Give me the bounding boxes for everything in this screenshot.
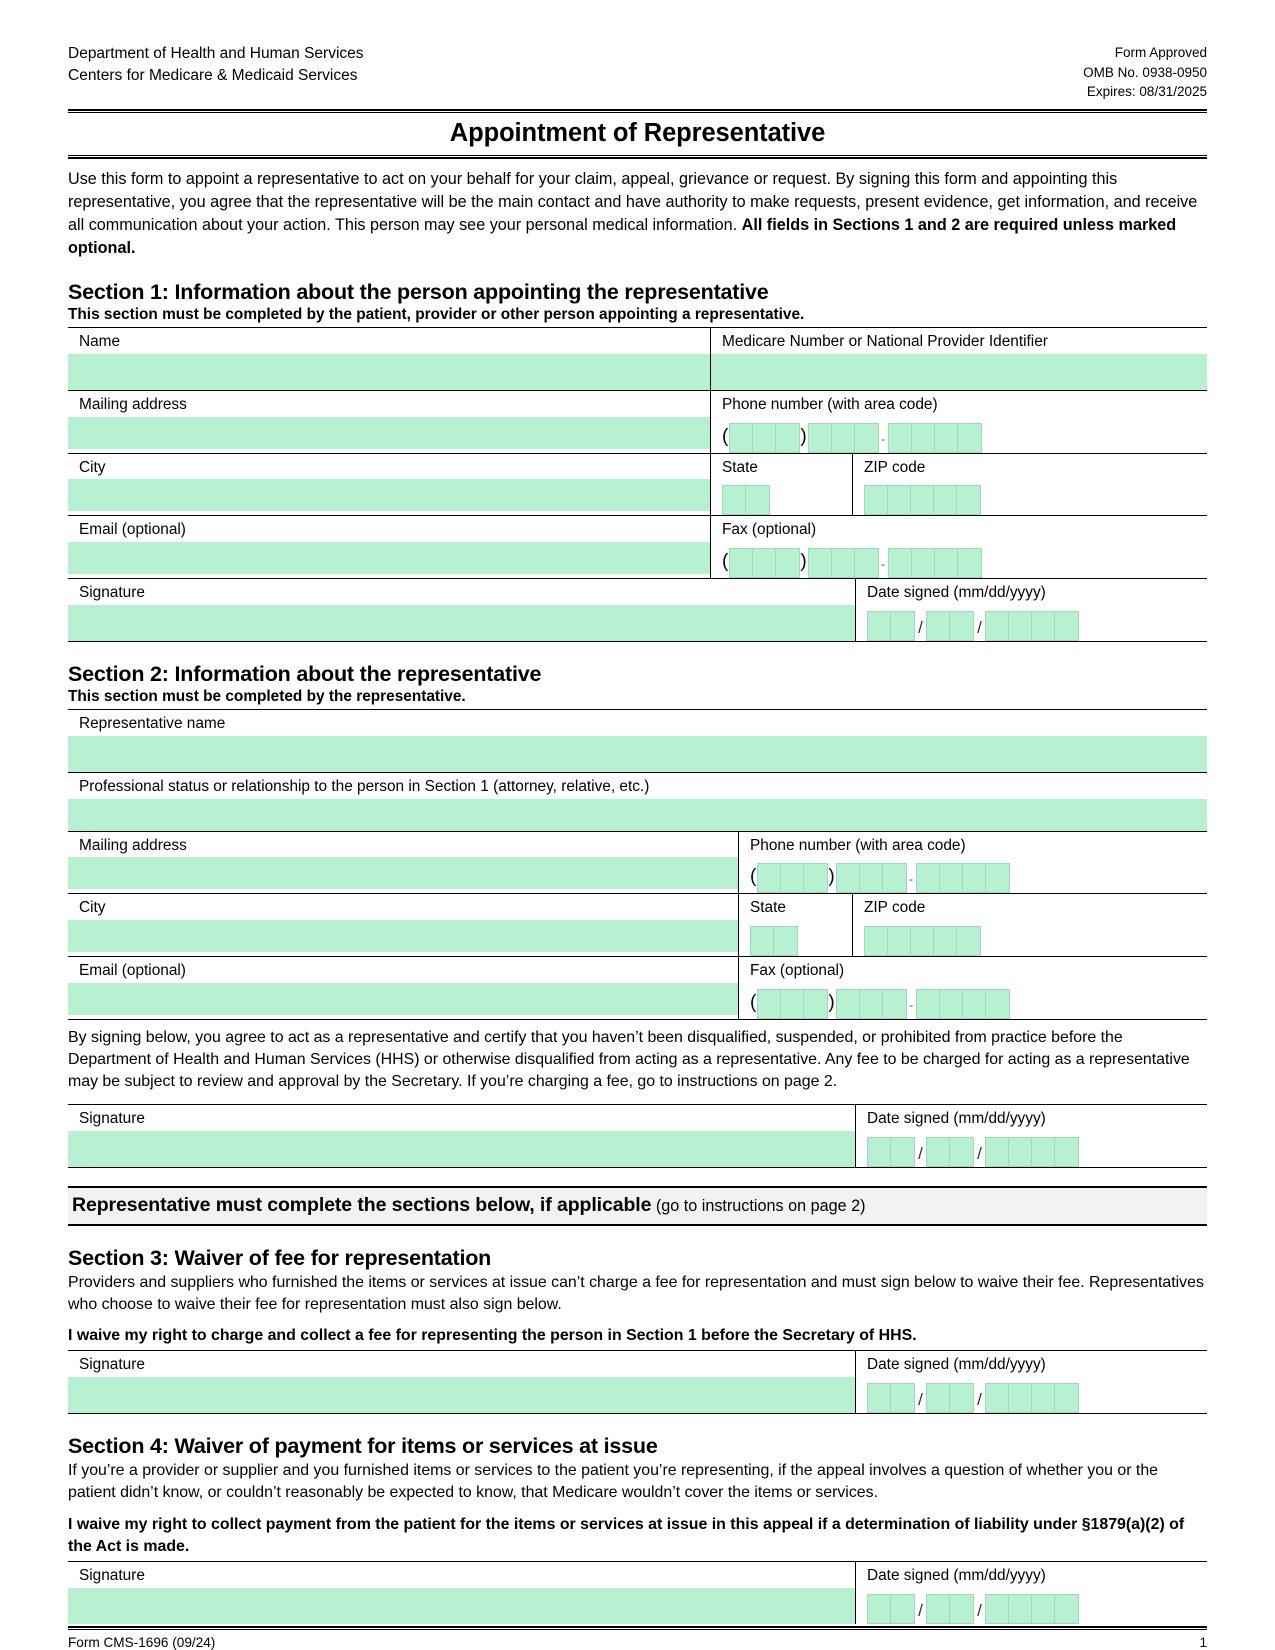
date-day[interactable] [926, 611, 974, 641]
section4-body: If you’re a provider or supplier and you furnished items or services to the patient you’re representing, if the appeal involves a question of whether you or the patient didn’t know, or couldn’t reasonably be expected to know, that Medicare wouldn’t cover the items or services. [68, 1462, 1159, 1502]
input-mailing-address[interactable] [68, 417, 710, 449]
table-row [68, 894, 1207, 957]
paren-close: ) [800, 551, 807, 573]
phone-line[interactable] [916, 863, 1010, 893]
page-number: 1 [1199, 1634, 1207, 1650]
input-email[interactable] [68, 542, 710, 574]
input-state[interactable] [739, 920, 852, 956]
input-mailing-address[interactable] [68, 857, 738, 889]
field-signature[interactable] [68, 1351, 855, 1413]
paren-close: ) [828, 866, 835, 888]
field-label-zip: ZIP code [864, 899, 926, 917]
field-label-mailing-address: Mailing address [79, 836, 187, 854]
field-label-zip: ZIP code [864, 458, 926, 476]
field-label-signature: Signature [79, 1567, 145, 1585]
input-fax[interactable] [711, 542, 1207, 578]
field-label-name: Name [79, 333, 121, 351]
section3-heading: Section 3: Waiver of fee for representation [68, 1245, 492, 1270]
field-label-signature: Signature [79, 584, 145, 602]
phone-prefix[interactable] [808, 423, 879, 453]
field-state[interactable] [710, 454, 852, 516]
section2-table [68, 709, 1207, 1020]
field-label-phone: Phone number (with area code) [750, 836, 966, 854]
fax-prefix[interactable] [808, 548, 879, 578]
input-date-signed[interactable] [856, 605, 1207, 641]
table-row [68, 579, 1207, 642]
input-professional-status[interactable] [68, 799, 1207, 831]
field-label-signature: Signature [79, 1109, 145, 1127]
section3-signature-table [68, 1350, 1207, 1414]
date-slash: / [918, 1600, 923, 1620]
fax-line[interactable] [916, 989, 1010, 1019]
input-phone[interactable] [739, 857, 1207, 893]
field-zip[interactable] [852, 894, 1207, 956]
phone-area-code[interactable] [729, 423, 800, 453]
state-comb[interactable] [750, 926, 798, 956]
date-year[interactable] [985, 1137, 1079, 1167]
agency-center: Centers for Medicare & Medicaid Services [68, 67, 358, 84]
field-label-city: City [79, 899, 106, 917]
field-fax[interactable] [738, 957, 1207, 1019]
section2-heading: Section 2: Information about the representative [68, 662, 542, 687]
field-label-professional-status: Professional status or relationship to the person in Section 1 (attorney, relative, etc.) [79, 777, 650, 795]
date-slash: / [918, 618, 923, 638]
omb-number: OMB No. 0938-0950 [1083, 64, 1207, 80]
table-row [68, 391, 1207, 454]
field-label-date-signed: Date signed (mm/dd/yyyy) [867, 584, 1046, 602]
field-date-signed[interactable] [855, 579, 1207, 641]
form-number: Form CMS-1696 (09/24) [68, 1634, 216, 1650]
field-representative-name[interactable] [68, 710, 1207, 772]
form-approved-label: Form Approved [1114, 45, 1207, 60]
section2-subheading: This section must be completed by the representative. [68, 688, 466, 706]
section1-subheading: This section must be completed by the patient, provider or other person appointing a representative. [68, 306, 805, 324]
field-label-date-signed: Date signed (mm/dd/yyyy) [867, 1356, 1046, 1374]
field-fax[interactable] [710, 516, 1207, 578]
input-state[interactable] [711, 479, 852, 515]
field-label-medicare-number: Medicare Number or National Provider Identifier [722, 333, 1048, 351]
state-comb[interactable] [722, 485, 770, 515]
input-city[interactable] [68, 479, 710, 511]
field-label-mailing-address: Mailing address [79, 395, 187, 413]
table-row [68, 710, 1207, 773]
input-signature[interactable] [68, 1131, 855, 1167]
section3-body: Providers and suppliers who furnished the items or services at issue can’t charge a fee for representation and must sign below to waive their fee. Representatives who choose to waive their fee for representation must also sign below. [68, 1273, 1204, 1313]
input-date-signed[interactable] [856, 1377, 1207, 1413]
section4-signature-table [68, 1561, 1207, 1624]
phone-area-code[interactable] [757, 863, 828, 893]
intro-paragraph [68, 159, 1207, 260]
paren-open: ( [750, 991, 757, 1013]
input-signature[interactable] [68, 605, 855, 641]
field-label-date-signed: Date signed (mm/dd/yyyy) [867, 1109, 1046, 1127]
field-email[interactable] [68, 957, 738, 1019]
paren-open: ( [750, 866, 757, 888]
field-label-email: Email (optional) [79, 521, 186, 539]
field-name[interactable] [68, 328, 710, 390]
paren-close: ) [800, 425, 807, 447]
date-slash: / [977, 618, 982, 638]
date-slash: / [977, 1143, 982, 1163]
field-state[interactable] [738, 894, 852, 956]
date-day[interactable] [926, 1383, 974, 1413]
date-month[interactable] [867, 1594, 915, 1624]
input-city[interactable] [68, 920, 738, 952]
paren-open: ( [722, 551, 729, 573]
representative-sections-banner [68, 1186, 1207, 1226]
field-signature[interactable] [68, 1562, 855, 1624]
agency-department: Department of Health and Human Services [68, 45, 364, 62]
field-date-signed[interactable] [855, 1562, 1207, 1624]
field-phone[interactable] [710, 391, 1207, 453]
date-slash: / [977, 1390, 982, 1410]
phone-dash: - [909, 872, 914, 887]
phone-prefix[interactable] [836, 863, 907, 893]
table-row [68, 1562, 1207, 1624]
field-label-date-signed: Date signed (mm/dd/yyyy) [867, 1567, 1046, 1585]
table-row [68, 516, 1207, 579]
date-day[interactable] [926, 1137, 974, 1167]
phone-dash: - [881, 431, 886, 446]
fax-area-code[interactable] [757, 989, 828, 1019]
field-zip[interactable] [852, 454, 1207, 516]
field-professional-status[interactable] [68, 773, 1207, 831]
field-label-representative-name: Representative name [79, 715, 226, 733]
fax-area-code[interactable] [729, 548, 800, 578]
input-zip[interactable] [853, 920, 1207, 956]
banner-bold-text: Representative must complete the sections below, if applicable [72, 1193, 652, 1216]
input-medicare-number[interactable] [711, 354, 1207, 390]
date-year[interactable] [985, 1383, 1079, 1413]
fax-line[interactable] [888, 548, 982, 578]
input-signature[interactable] [68, 1377, 855, 1413]
fax-dash: - [909, 997, 914, 1012]
input-name[interactable] [68, 354, 710, 390]
input-date-signed[interactable] [856, 1131, 1207, 1167]
omb-expires: Expires: 08/31/2025 [1086, 84, 1207, 100]
input-zip[interactable] [853, 479, 1207, 515]
date-year[interactable] [985, 1594, 1079, 1624]
field-label-city: City [79, 458, 106, 476]
field-label-state: State [722, 458, 758, 476]
field-label-phone: Phone number (with area code) [722, 395, 938, 413]
page-header [68, 0, 1207, 102]
date-day[interactable] [926, 1594, 974, 1624]
field-city[interactable] [68, 454, 710, 516]
section1-table [68, 327, 1207, 642]
input-date-signed[interactable] [856, 1588, 1207, 1624]
field-signature[interactable] [68, 579, 855, 641]
table-row [68, 957, 1207, 1020]
field-signature[interactable] [68, 1105, 855, 1167]
input-signature[interactable] [68, 1588, 855, 1624]
table-row [68, 1105, 1207, 1168]
field-phone[interactable] [738, 832, 1207, 894]
table-row [68, 454, 1207, 517]
intro-bold-note: All fields in Sections 1 and 2 are required unless marked optional. [68, 216, 1177, 258]
field-label-email: Email (optional) [79, 962, 186, 980]
date-slash: / [918, 1143, 923, 1163]
date-month[interactable] [867, 1383, 915, 1413]
input-fax[interactable] [739, 983, 1207, 1019]
field-label-signature: Signature [79, 1356, 145, 1374]
field-label-fax: Fax (optional) [750, 962, 845, 980]
field-medicare-number[interactable] [710, 328, 1207, 390]
table-row [68, 1351, 1207, 1414]
zip-comb[interactable] [864, 485, 981, 515]
date-month[interactable] [867, 1137, 915, 1167]
field-mailing-address[interactable] [68, 391, 710, 453]
agency-block [68, 43, 364, 87]
date-slash: / [977, 1600, 982, 1620]
input-representative-name[interactable] [68, 736, 1207, 772]
field-date-signed[interactable] [855, 1105, 1207, 1167]
section4-heading: Section 4: Waiver of payment for items or services at issue [68, 1434, 658, 1459]
section3-waiver-statement: I waive my right to charge and collect a fee for representing the person in Section 1 before the Secretary of HHS. [68, 1327, 917, 1345]
representative-certification: By signing below, you agree to act as a representative and certify that you haven’t been disqualified, suspended, or prohibited from practice before the Department of Health and Human Services (HHS) or otherwise disqualified from acting as a representative. Any fee to be charged for acting as a representative may be subject to review and approval by the Secretary. If you’re charging a fee, go to instructions on page 2. [68, 1028, 1190, 1091]
field-city[interactable] [68, 894, 738, 956]
fax-prefix[interactable] [836, 989, 907, 1019]
intro-text: Use this form to appoint a representative to act on your behalf for your claim, appeal, grievance or request. By signing this form and appointing this representative, you agree that the representative will be the main contact and have authority to make requests, present evidence, get information, and receive all communication about your action. This person may see your personal medical information. [68, 170, 1198, 235]
field-label-state: State [750, 899, 786, 917]
page-title: Appointment of Representative [449, 119, 826, 148]
paren-close: ) [828, 991, 835, 1013]
field-mailing-address[interactable] [68, 832, 738, 894]
phone-line[interactable] [888, 423, 982, 453]
table-row [68, 832, 1207, 895]
section1-heading: Section 1: Information about the person appointing the representative [68, 280, 769, 305]
fax-dash: - [881, 557, 886, 572]
table-row [68, 773, 1207, 832]
section2-signature-table [68, 1104, 1207, 1168]
input-email[interactable] [68, 983, 738, 1015]
banner-note-text: (go to instructions on page 2) [651, 1196, 866, 1215]
field-email[interactable] [68, 516, 710, 578]
field-label-fax: Fax (optional) [722, 521, 817, 539]
paren-open: ( [722, 425, 729, 447]
date-year[interactable] [985, 611, 1079, 641]
page-footer [68, 1630, 1207, 1650]
date-slash: / [918, 1390, 923, 1410]
zip-comb[interactable] [864, 926, 981, 956]
table-row [68, 328, 1207, 391]
field-date-signed[interactable] [855, 1351, 1207, 1413]
section4-waiver-statement: I waive my right to collect payment from the patient for the items or services at issue in this appeal if a determination of liability under §1879(a)(2) of the Act is made. [68, 1515, 1185, 1555]
input-phone[interactable] [711, 417, 1207, 453]
date-month[interactable] [867, 611, 915, 641]
omb-block [1083, 43, 1207, 102]
